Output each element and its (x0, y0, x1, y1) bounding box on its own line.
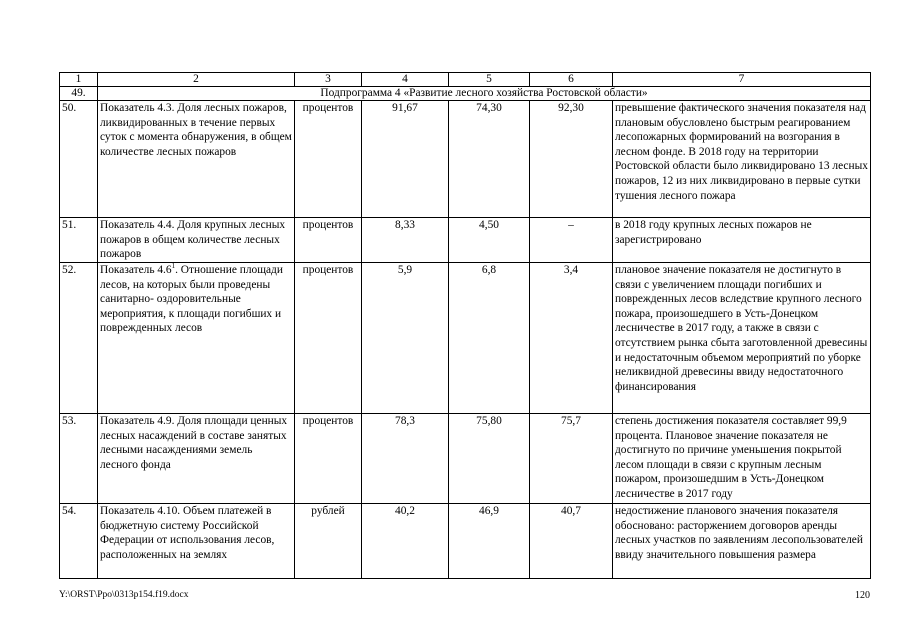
row-number: 49. (60, 87, 98, 101)
value-cell: 92,30 (530, 101, 613, 218)
value-cell: 40,2 (362, 504, 449, 579)
row-number: 50. (60, 101, 98, 218)
subprogram-title: Подпрограмма 4 «Развитие лесного хозяйства Ростовской области» (98, 87, 871, 101)
value-cell: 6,8 (449, 263, 530, 414)
column-header-5: 5 (449, 73, 530, 87)
value-cell: 78,3 (362, 414, 449, 504)
value-cell: 4,50 (449, 218, 530, 263)
column-header-3: 3 (295, 73, 362, 87)
table-row (60, 218, 871, 263)
unit-cell: процентов (295, 263, 362, 414)
value-cell: 75,7 (530, 414, 613, 504)
row-number: 51. (60, 218, 98, 263)
column-header-6: 6 (530, 73, 613, 87)
column-header-4: 4 (362, 73, 449, 87)
comment-cell: плановое значение показателя не достигнуто в связи с увеличением площади погибших и поврежденных лесов вследствие крупного лесного пожара, произошедшего в Усть-Донецком лесничестве в 2017 году, а также в связи с отсутствием рынка сбыта заготовленной древесины и недостаточным объемом мероприятий по уборке неликвидной древесины ввиду недостаточного финансирования (613, 263, 871, 414)
table-row (60, 414, 871, 504)
value-cell: 91,67 (362, 101, 449, 218)
subprogram-row (60, 87, 871, 101)
value-cell: 3,4 (530, 263, 613, 414)
indicator-name (98, 263, 295, 414)
value-cell: 46,9 (449, 504, 530, 579)
indicator-prefix: Показатель 4.6 (100, 264, 172, 276)
report-table (59, 72, 871, 579)
value-cell: 75,80 (449, 414, 530, 504)
column-header-1: 1 (60, 73, 98, 87)
value-cell: 5,9 (362, 263, 449, 414)
value-cell: 40,7 (530, 504, 613, 579)
value-cell: – (530, 218, 613, 263)
row-number: 52. (60, 263, 98, 414)
column-header-7: 7 (613, 73, 871, 87)
comment-cell: превышение фактического значения показателя над плановым обусловлено быстрым реагированием лесопожарных формирований на возгорания в лесном фонде. В 2018 году на территории Ростовской области было ликвидировано 13 лесных пожаров, 12 из них ликвидировано в первые сутки тушения лесного пожара (613, 101, 871, 218)
table-row (60, 504, 871, 579)
indicator-name: Показатель 4.4. Доля крупных лесных пожаров в общем количестве лесных пожаров (98, 218, 295, 263)
footnote-mark: 1 (171, 262, 176, 271)
header-row (60, 73, 871, 87)
indicator-name: Показатель 4.9. Доля площади ценных лесных насаждений в составе занятых лесными насаждениями земель лесного фонда (98, 414, 295, 504)
row-number: 54. (60, 504, 98, 579)
page-number: 120 (855, 590, 870, 601)
unit-cell: процентов (295, 101, 362, 218)
file-path: Y:\ORST\Ppo\0313p154.f19.docx (59, 590, 189, 600)
indicator-name: Показатель 4.3. Доля лесных пожаров, ликвидированных в течение первых суток с момента обнаружения, в общем количестве лесных пожаров (98, 101, 295, 218)
indicator-name: Показатель 4.10. Объем платежей в бюджетную систему Российской Федерации от использования лесов, расположенных на землях (98, 504, 295, 579)
unit-cell: рублей (295, 504, 362, 579)
unit-cell: процентов (295, 218, 362, 263)
comment-cell: в 2018 году крупных лесных пожаров не зарегистрировано (613, 218, 871, 263)
comment-cell: степень достижения показателя составляет 99,9 процента. Плановое значение показателя не достигнуто по причине уменьшения покрытой лесом площади в связи с крупным лесным пожаром, произошедшим в Усть-Донецком лесничестве в 2017 году (613, 414, 871, 504)
column-header-2: 2 (98, 73, 295, 87)
value-cell: 8,33 (362, 218, 449, 263)
comment-cell: недостижение планового значения показателя обосновано: расторжением договоров аренды лесных участков по заявлениям лесопользователей ввиду значительного повышения размера (613, 504, 871, 579)
unit-cell: процентов (295, 414, 362, 504)
indicator-rest: . Отношение площади лесов, на которых были проведены санитарно- оздоровительные мероприятия, к площади погибших и поврежденных лесов (100, 264, 283, 335)
table-row (60, 101, 871, 218)
value-cell: 74,30 (449, 101, 530, 218)
table-row (60, 263, 871, 414)
row-number: 53. (60, 414, 98, 504)
